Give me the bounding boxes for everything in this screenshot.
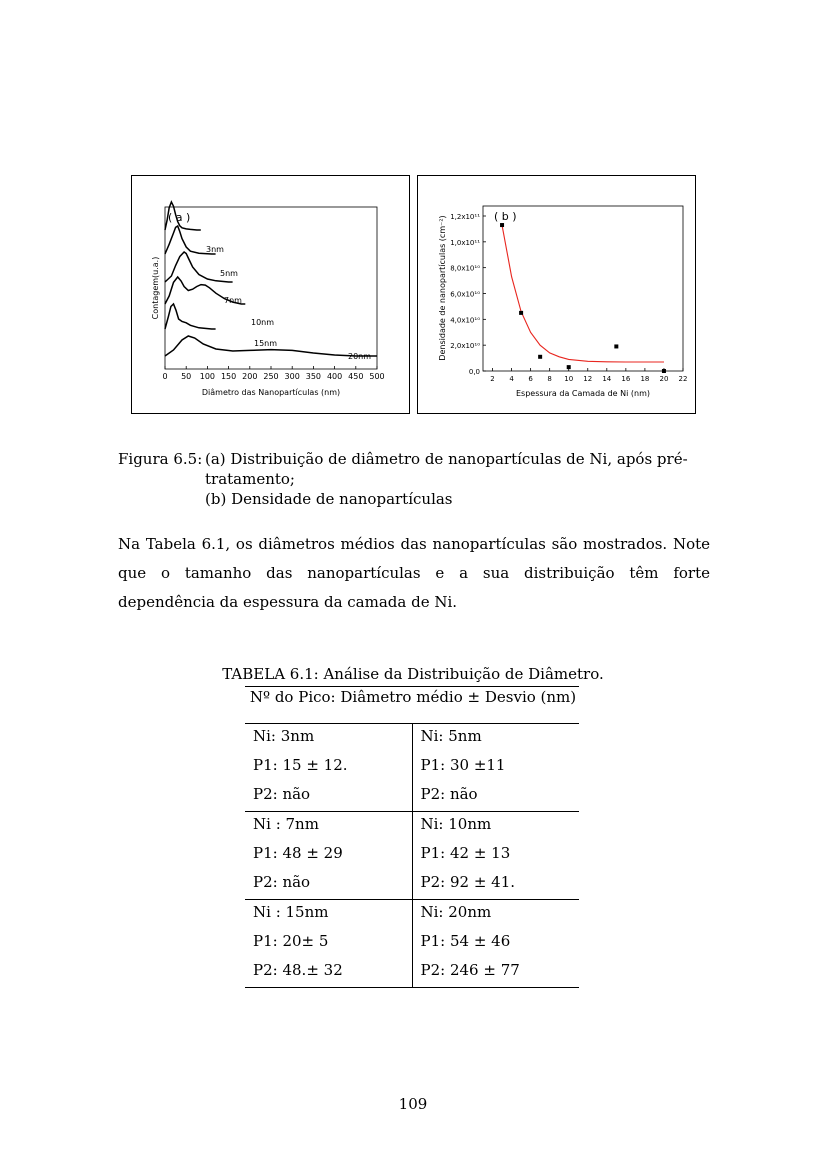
distribution-curve-15nm (165, 304, 216, 329)
x-tick-label: 300 (284, 372, 300, 381)
y-ticks-group (450, 213, 486, 376)
cell-line: P1: 42 ± 13 (420, 844, 511, 862)
curves-group (165, 202, 377, 361)
y-tick-label: 8,0x10¹⁰ (450, 264, 480, 273)
table-title-rule (245, 686, 579, 687)
x-tick-label: 14 (602, 375, 612, 383)
x-tick-label: 50 (181, 372, 192, 381)
page-number: 109 (398, 1095, 428, 1113)
y-axis-label: Densidade de nanopartículas (cm⁻²) (438, 215, 447, 361)
table-row (245, 812, 579, 900)
x-tick-label: 20 (659, 375, 669, 383)
x-tick-label: 400 (326, 372, 343, 381)
cell-line: P1: 48 ± 29 (253, 844, 343, 862)
data-point (519, 311, 523, 315)
cell-line: P2: não (253, 873, 311, 891)
data-point (538, 355, 542, 359)
x-tick-label: 12 (583, 375, 593, 383)
cell-line: Ni: 10nm (420, 815, 492, 833)
cell-line: P2: 48.± 32 (253, 961, 343, 979)
x-tick-label: 10 (564, 375, 574, 383)
x-tick-label: 6 (528, 375, 533, 383)
x-tick-label: 16 (621, 375, 631, 383)
table-cell (412, 812, 579, 900)
x-tick-label: 450 (348, 372, 364, 381)
y-tick-label: 0,0 (468, 368, 480, 376)
panel-b-label: ( b ) (494, 210, 517, 223)
cell-line: Ni : 15nm (253, 903, 329, 921)
cell-line: P2: não (420, 785, 478, 803)
y-tick-label: 1,0x10¹¹ (450, 238, 480, 247)
cell-line: P1: 20± 5 (253, 932, 329, 950)
data-point (614, 344, 618, 348)
x-tick-label: 200 (242, 372, 258, 381)
cell-line: P1: 15 ± 12. (253, 756, 348, 774)
x-axis-label: Espessura da Camada de Ni (nm) (516, 389, 650, 398)
fit-curve (502, 225, 664, 362)
y-axis-label: Contagem(u.a.) (151, 256, 160, 320)
y-tick-label: 1,2x10¹¹ (450, 213, 480, 221)
body-paragraph: Na Tabela 6.1, os diâmetros médios das nanopartículas são mostrados. Note que o tamanho das nanopartículas e a sua distribuição têm forte dependência da espessura da camada de Ni. (118, 535, 710, 611)
curve-label-5nm: 5nm (220, 269, 238, 278)
x-tick-label: 500 (369, 372, 385, 381)
x-tick-label: 250 (263, 372, 279, 381)
x-ticks-group (162, 366, 384, 381)
curve-label-20nm: 20nm (348, 352, 372, 361)
table-subtitle: Nº do Pico: Diâmetro médio ± Desvio (nm) (249, 688, 577, 706)
x-tick-label: 150 (220, 372, 237, 381)
x-tick-label: 4 (509, 375, 514, 383)
distribution-chart (132, 176, 409, 413)
x-tick-label: 100 (199, 372, 216, 381)
y-tick-label: 4,0x10¹⁰ (450, 316, 480, 325)
data-point (500, 223, 504, 227)
table-cell (245, 900, 412, 988)
curve-label-7nm: 7nm (224, 296, 242, 305)
cell-line: P2: 246 ± 77 (420, 961, 520, 979)
curve-label-10nm: 10nm (251, 318, 275, 327)
cell-line: Ni : 7nm (253, 815, 319, 833)
cell-line: P2: 92 ± 41. (420, 873, 516, 891)
figure-panel-b (417, 175, 696, 414)
x-tick-label: 2 (490, 375, 495, 383)
caption-label: Figura 6.5: (118, 450, 203, 468)
cell-line: Ni: 3nm (253, 727, 315, 745)
x-axis-label: Diâmetro das Nanopartículas (nm) (201, 388, 341, 397)
density-chart (418, 176, 695, 413)
caption-line-2: (b) Densidade de nanopartículas (205, 490, 453, 508)
table-title: TABELA 6.1: Análise da Distribuição de Diâmetro. (222, 665, 604, 683)
table-row (245, 900, 579, 988)
data-points-group (500, 223, 666, 373)
table-cell (412, 900, 579, 988)
x-tick-label: 18 (640, 375, 650, 383)
table-cell (245, 812, 412, 900)
plot-frame (483, 206, 683, 371)
cell-line: P2: não (253, 785, 311, 803)
results-table (245, 723, 579, 988)
x-ticks-group (490, 368, 687, 383)
curve-label-3nm: 3nm (206, 245, 224, 254)
x-tick-label: 0 (162, 372, 168, 381)
panel-a-label: ( a ) (168, 211, 191, 224)
table-cell (412, 724, 579, 812)
cell-line: Ni: 5nm (420, 727, 482, 745)
cell-line: P1: 30 ±11 (420, 756, 506, 774)
caption-text (205, 449, 725, 509)
x-tick-label: 8 (547, 375, 552, 383)
table-cell (245, 724, 412, 812)
cell-line: P1: 54 ± 46 (420, 932, 511, 950)
data-point (567, 365, 571, 369)
y-tick-label: 2,0x10¹⁰ (450, 342, 480, 351)
x-tick-label: 350 (305, 372, 322, 381)
y-tick-label: 6,0x10¹⁰ (450, 290, 480, 299)
curve-label-15nm: 15nm (254, 339, 278, 348)
x-tick-label: 22 (678, 375, 688, 383)
cell-line: Ni: 20nm (420, 903, 492, 921)
caption-line-1: (a) Distribuição de diâmetro de nanopartículas de Ni, após pré-tratamento; (205, 450, 688, 488)
figure-panel-a (131, 175, 410, 414)
data-point (662, 369, 666, 373)
table-row (245, 724, 579, 812)
